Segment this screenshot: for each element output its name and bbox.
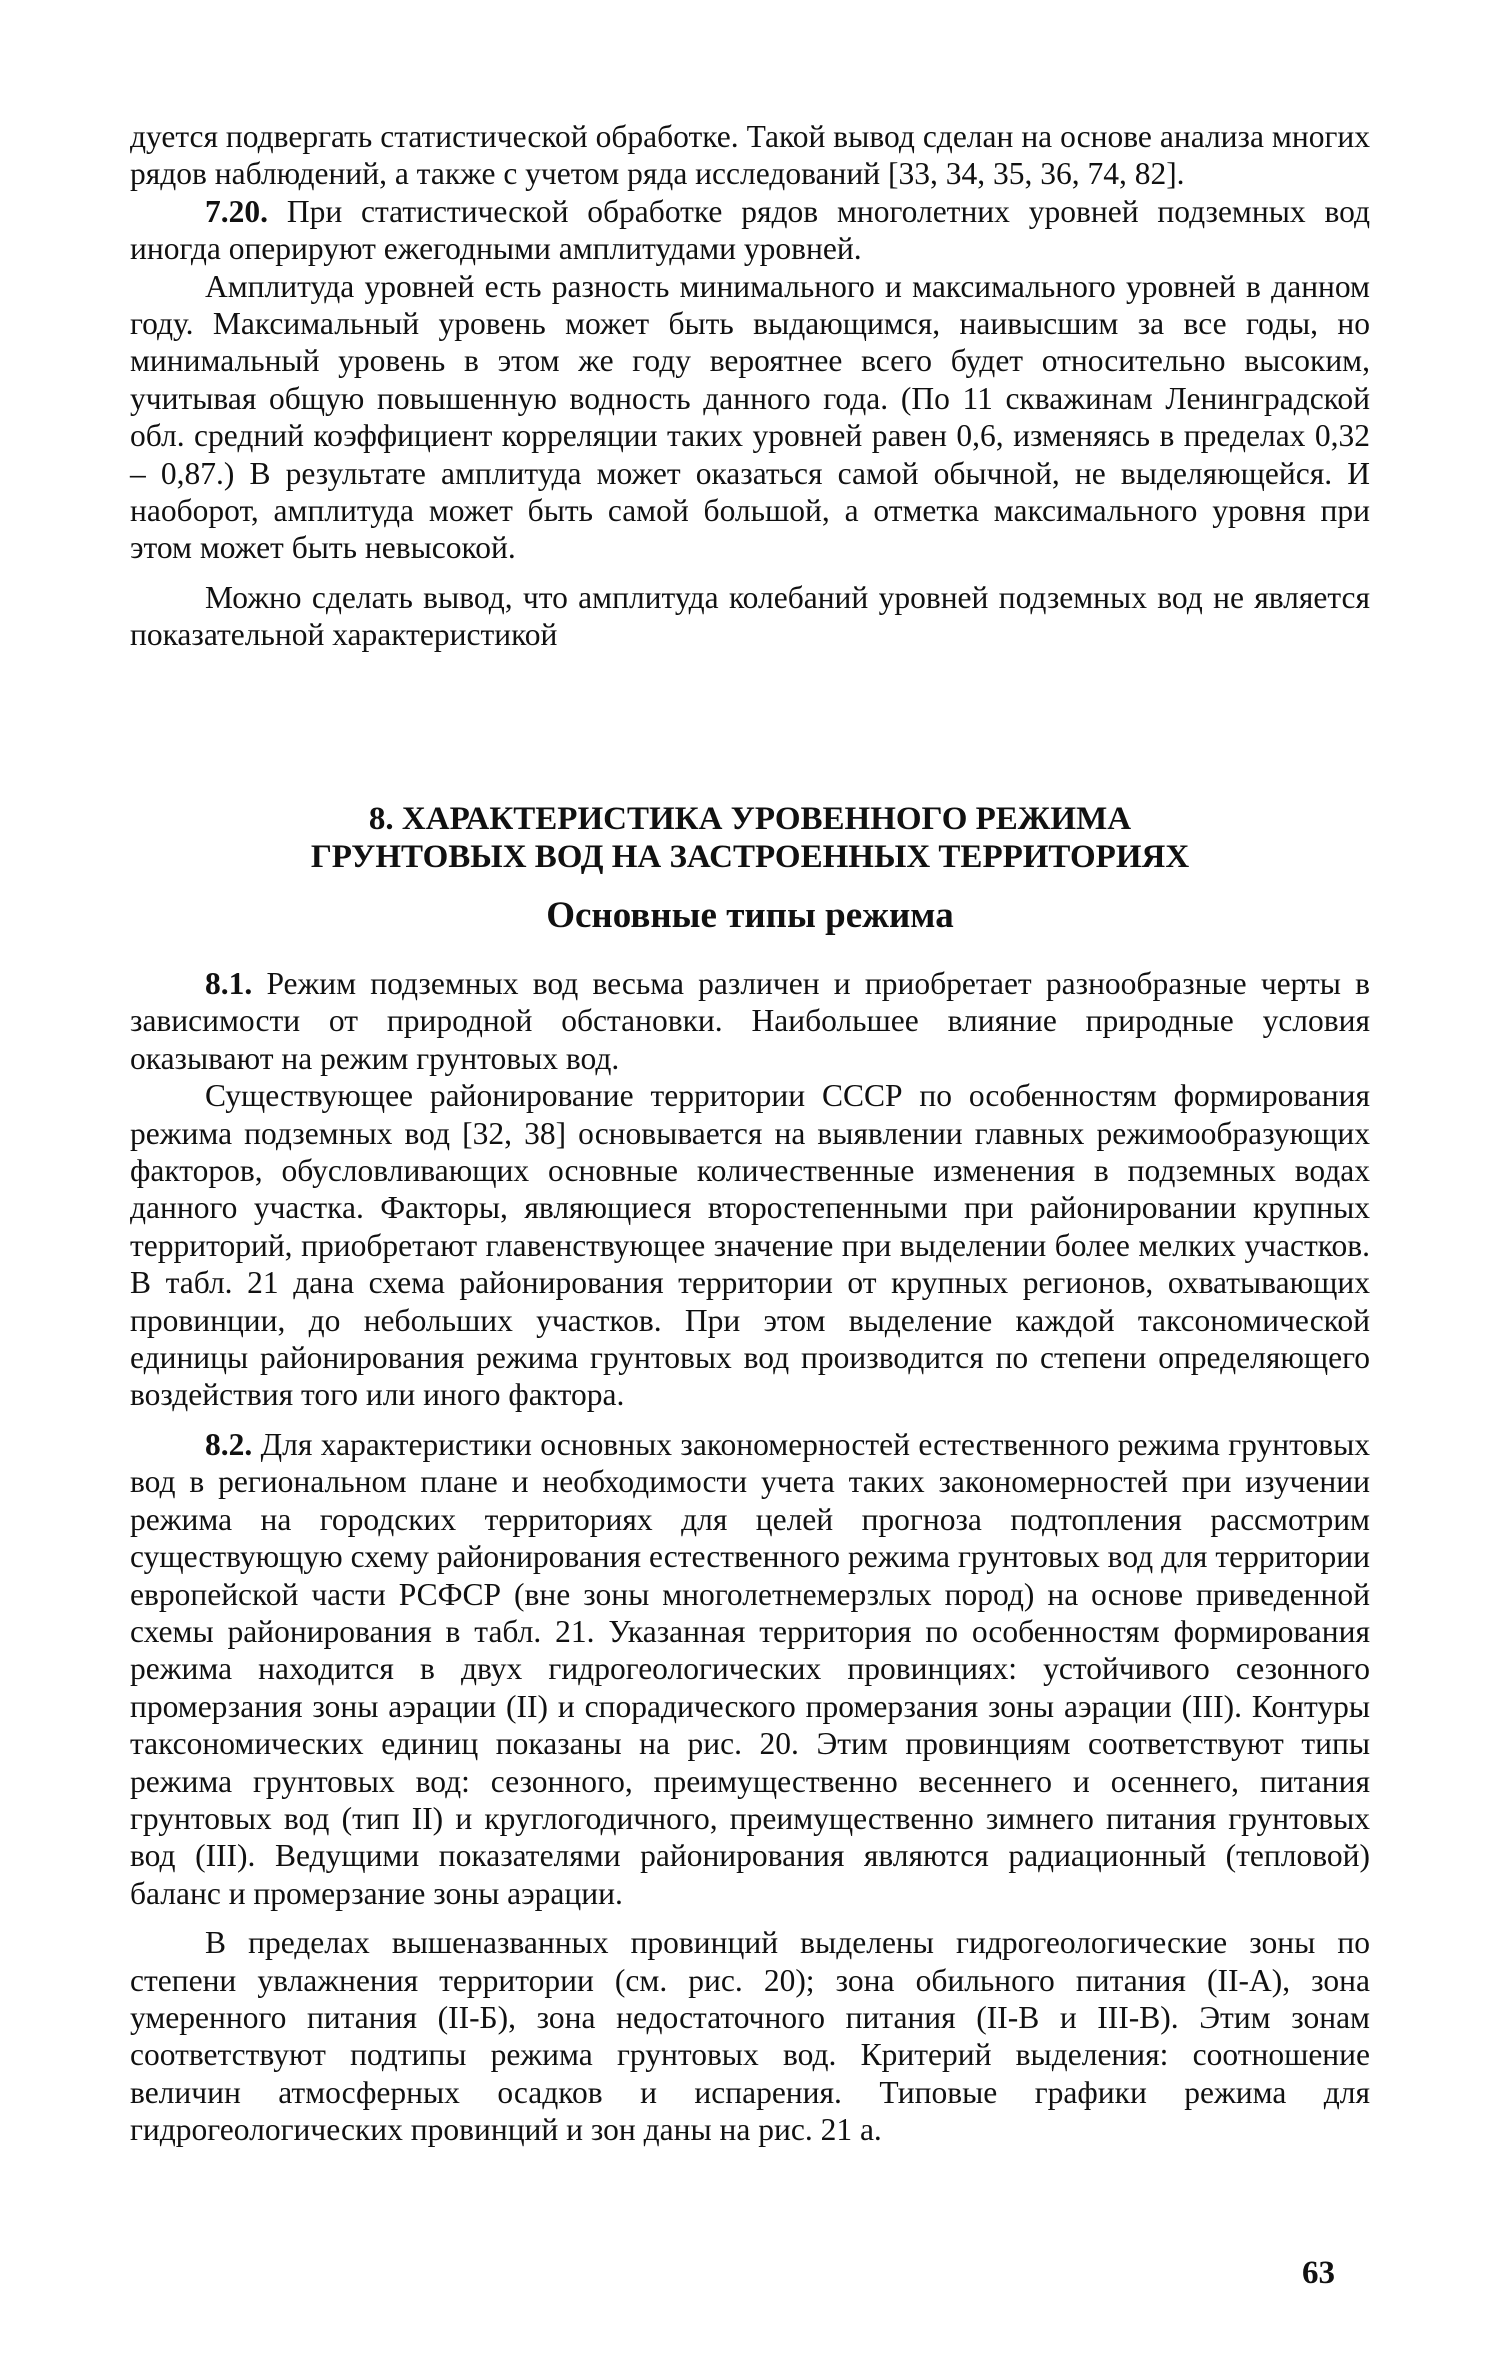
paragraph-number: 8.1. — [205, 966, 253, 1001]
section-subtitle: Основные типы режима — [546, 895, 954, 936]
paragraph-number: 8.2. — [205, 1426, 253, 1462]
paragraph-text: Режим подземных вод весьма различен и приобретает разнообразные черты в зависимости от природной обстановки. Наибольшее влияние природные условия оказывают на режим грунтовых вод. — [130, 966, 1370, 1076]
paragraph-8-1 — [130, 965, 1370, 1077]
paragraph-text: При статистической обработке рядов многолетних уровней подземных вод иногда оперируют ежегодными амплитудами уровней. — [130, 193, 1370, 267]
body-text-block — [130, 965, 1370, 2149]
section-title-line-2: ГРУНТОВЫХ ВОД НА ЗАСТРОЕННЫХ ТЕРРИТОРИЯХ — [310, 839, 1190, 875]
paragraph-zones: В пределах вышеназванных провинций выделены гидрогеологические зоны по степени увлажнения территории (см. рис. 20); зона обильного питания (II-А), зона умеренного питания (II-Б), зона недостаточного питания (II-В и III-В). Этим зонам соответствуют подтипы режима грунтовых вод. Критерий выделения: соотношение величин атмосферных осадков и испарения. Типовые графики режима для гидрогеологических провинций и зон даны на рис. 21 а. — [130, 1925, 1370, 2148]
paragraph-conclusion: Можно сделать вывод, что амплитуда колебаний уровней подземных вод не является показательной характеристикой — [130, 579, 1370, 653]
section-title-line-1: 8. ХАРАКТЕРИСТИКА УРОВЕННОГО РЕЖИМА — [368, 801, 1132, 837]
paragraph-number: 7.20. — [205, 193, 268, 229]
page-number: 63 — [1302, 2255, 1335, 2291]
paragraph-amplitude: Амплитуда уровней есть разность минимального и максимального уровней в данном году. Максимальный уровень может быть выдающимся, наивысшим за все годы, но минимальный уровень в этом же году вероятнее всего будет относительно высоким, учитывая общую повышенную водность данного года. (По 11 скважинам Ленинградской обл. средний коэффициент корреляции таких уровней равен 0,6, изменяясь в пределах 0,32 – 0,87.) В результате амплитуда может оказаться самой обычной, не выделяющейся. И наоборот, амплитуда может быть самой большой, а отметка максимального уровня при этом может быть невысокой. — [130, 268, 1370, 566]
paragraph-zoning: Существующее районирование территории СССР по особенностям формирования режима подземных вод [32, 38] основывается на выявлении главных режимообразующих факторов, обусловливающих основные количественные изменения в подземных водах данного участка. Факторы, являющиеся второстепенными при районировании крупных территорий, приобретают главенствующее значение при выделении более мелких участков. В табл. 21 дана схема районирования территории от крупных регионов, охватывающих провинции, до небольших участков. При этом выделение каждой таксономической единицы районирования режима грунтовых вод производится по степени определяющего воздействия того или иного фактора. — [130, 1078, 1370, 1413]
top-text-block — [130, 118, 1370, 654]
paragraph-text: Для характеристики основных закономерностей естественного режима грунтовых вод в региональном плане и необходимости учета таких закономерностей при изучении режима на городских территориях для целей прогноза подтопления рассмотрим существующую схему районирования естественного режима грунтовых вод для территории европейской части РСФСР (вне зоны многолетнемерзлых пород) на основе приведенной схемы районирования в табл. 21. Указанная территория по особенностям формирования режима находится в двух гидрогеологических провинциях: устойчивого сезонного промерзания зоны аэрации (II) и спорадического промерзания зоны аэрации (III). Контуры таксономических единиц показаны на рис. 20. Этим провинциям соответствуют типы режима грунтовых вод: сезонного, преимущественно весеннего и осеннего, питания грунтовых вод (тип II) и круглогодичного, преимущественно зимнего питания грунтовых вод (III). Ведущими показателями районирования являются радиационный (тепловой) баланс и промерзание зоны аэрации. — [130, 1426, 1370, 1911]
paragraph-8-2 — [130, 1426, 1370, 1912]
paragraph-7-20 — [130, 193, 1370, 268]
paragraph-continuation: дуется подвергать статистической обработке. Такой вывод сделан на основе анализа многих рядов наблюдений, а также с учетом ряда исследований [33, 34, 35, 36, 74, 82]. — [130, 119, 1370, 192]
